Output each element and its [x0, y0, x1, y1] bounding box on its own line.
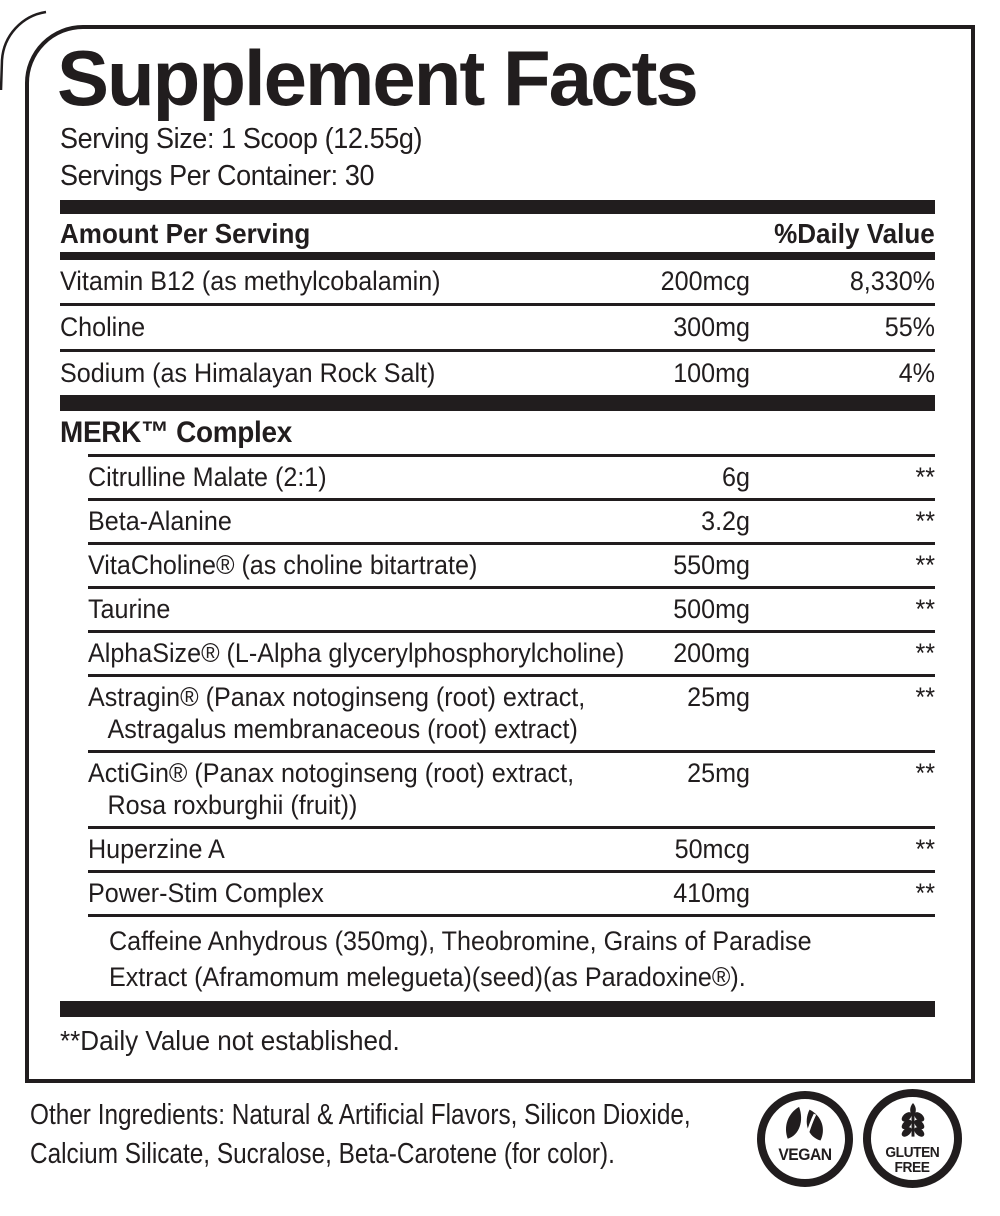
nutrient-name: Sodium (as Himalayan Rock Salt) — [60, 358, 436, 388]
ingredient-row — [88, 454, 935, 498]
thick-divider-top — [60, 200, 935, 214]
ingredient-name: Huperzine A — [88, 834, 225, 864]
nutrient-name: Choline — [60, 312, 146, 342]
gluten-free-label-line1: GLUTEN — [885, 1144, 940, 1161]
complex-heading: MERK™ Complex — [60, 416, 293, 449]
gluten-free-badge — [863, 1089, 962, 1188]
amount-per-serving-header: Amount Per Serving — [60, 218, 311, 249]
ingredient-row — [88, 630, 935, 674]
complex-description — [88, 914, 935, 1001]
ingredient-row — [88, 870, 935, 914]
ingredient-daily-value: ** — [915, 638, 935, 668]
ingredient-daily-value: ** — [915, 594, 935, 624]
servings-per-container: Servings Per Container: 30 — [60, 160, 375, 192]
ingredient-amount: 200mg — [673, 638, 750, 668]
medium-divider — [60, 252, 935, 260]
nutrient-daily-value: 8,330% — [849, 266, 935, 296]
vegan-badge — [757, 1091, 853, 1187]
ingredient-name: Beta-Alanine — [88, 506, 232, 536]
ingredient-amount: 50mcg — [674, 834, 750, 864]
column-headers — [60, 214, 935, 252]
ingredient-daily-value: ** — [915, 462, 935, 492]
other-ingredients — [30, 1096, 691, 1174]
ingredient-amount: 25mg — [687, 682, 750, 712]
ingredient-amount: 500mg — [673, 594, 750, 624]
complex-description-line: Extract (Aframomum melegueta)(seed)(as Paradoxine®). — [109, 962, 746, 992]
ingredient-name: Citrulline Malate (2:1) — [88, 462, 327, 492]
complex-description-line: Caffeine Anhydrous (350mg), Theobromine, Grains of Paradise — [109, 926, 812, 956]
ingredient-amount: 410mg — [673, 878, 750, 908]
complex-ingredient-rows — [88, 454, 935, 1001]
ingredient-amount: 550mg — [673, 550, 750, 580]
ingredient-daily-value: ** — [915, 506, 935, 536]
main-nutrient-rows — [60, 260, 935, 395]
ingredient-row — [88, 586, 935, 630]
ingredient-name: VitaCholine® (as choline bitartrate) — [88, 550, 478, 580]
daily-value-footnote: **Daily Value not established. — [60, 1025, 400, 1056]
ingredient-name — [88, 681, 601, 745]
nutrient-daily-value: 4% — [898, 358, 935, 388]
ingredient-daily-value: ** — [915, 550, 935, 580]
daily-value-header: %Daily Value — [774, 218, 935, 249]
nutrient-amount: 200mcg — [660, 266, 750, 296]
ingredient-row — [88, 826, 935, 870]
ingredient-name: Taurine — [88, 594, 171, 624]
nutrient-amount: 300mg — [673, 312, 750, 342]
nutrient-name: Vitamin B12 (as methylcobalamin) — [60, 266, 441, 296]
ingredient-daily-value: ** — [915, 758, 935, 788]
ingredient-daily-value: ** — [915, 682, 935, 712]
ingredient-row — [88, 674, 935, 750]
nutrient-row — [60, 260, 935, 303]
facts-panel — [25, 25, 975, 1083]
ingredient-name — [88, 757, 601, 821]
nutrient-row — [60, 303, 935, 349]
ingredient-name-line2: Astragalus membranaceous (root) extract) — [107, 714, 578, 744]
other-ingredients-line: Other Ingredients: Natural & Artificial Flavors, Silicon Dioxide, — [30, 1099, 691, 1131]
ingredient-amount: 25mg — [687, 758, 750, 788]
ingredient-name-line2: Rosa roxburghii (fruit)) — [107, 790, 358, 820]
nutrient-daily-value: 55% — [884, 312, 935, 342]
ingredient-name: Power-Stim Complex — [88, 878, 324, 908]
ingredient-name: AlphaSize® (L-Alpha glycerylphosphorylcholine) — [88, 638, 625, 668]
vegan-label: VEGAN — [778, 1145, 832, 1164]
ingredient-row — [88, 750, 935, 826]
ingredient-row — [88, 498, 935, 542]
ingredient-amount: 3.2g — [701, 506, 750, 536]
ingredient-name-line1: ActiGin® (Panax notoginseng (root) extract, — [88, 758, 575, 788]
leaf-icon — [782, 1106, 828, 1146]
nutrient-amount: 100mg — [673, 358, 750, 388]
ingredient-row — [88, 542, 935, 586]
thick-divider-bottom — [60, 1001, 935, 1017]
ingredient-amount: 6g — [722, 462, 750, 492]
gluten-free-label-line2: FREE — [895, 1158, 930, 1176]
wheat-icon — [892, 1102, 934, 1146]
ingredient-daily-value: ** — [915, 878, 935, 908]
thick-divider-middle — [60, 395, 935, 411]
ingredient-daily-value: ** — [915, 834, 935, 864]
panel-title: Supplement Facts — [57, 34, 697, 122]
serving-size: Serving Size: 1 Scoop (12.55g) — [60, 123, 423, 155]
other-ingredients-line: Calcium Silicate, Sucralose, Beta-Carotene (for color). — [30, 1138, 615, 1170]
ingredient-name-line1: Astragin® (Panax notoginseng (root) extract, — [88, 682, 586, 712]
nutrient-row — [60, 349, 935, 395]
